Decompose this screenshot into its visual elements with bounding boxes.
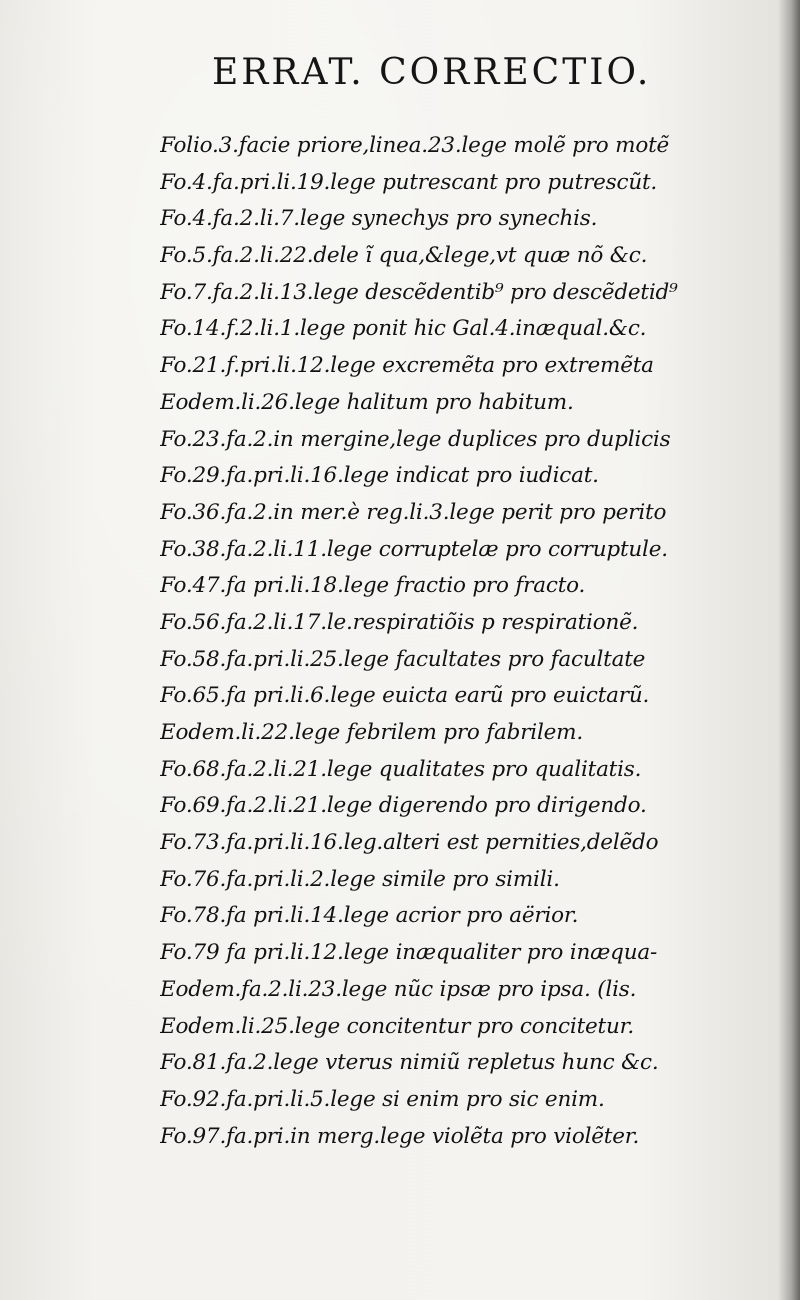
errata-entry: Fo.4.fa.2.li.7.lege synechys pro synechis. [160,206,598,232]
errata-entry: Eodem.li.25.lege concitentur pro concitetur. [160,1013,634,1039]
errata-entry: Fo.73.fa.pri.li.16.leg.alteri est pernities,delẽdo [160,830,659,856]
errata-entry: Fo.79 fa pri.li.12.lege inæqualiter pro inæqua- [160,940,658,966]
errata-entry: Fo.36.fa.2.in mer.è reg.li.3.lege perit pro perito [160,499,667,525]
errata-entry: Fo.65.fa pri.li.6.lege euicta earũ pro euictarũ. [160,683,650,709]
errata-entry: Eodem.li.26.lege halitum pro habitum. [160,389,574,415]
errata-entry: Fo.29.fa.pri.li.16.lege indicat pro iudicat. [160,463,599,489]
errata-entry: Eodem.li.22.lege febrilem pro fabrilem. [160,720,583,745]
errata-entry: Folio.3.facie priore,linea.23.lege molẽ pro motẽ [160,133,670,158]
errata-entry: Fo.76.fa.pri.li.2.lege simile pro simili. [160,866,560,892]
errata-entry: Eodem.fa.2.li.23.lege nũc ipsæ pro ipsa. (lis. [160,976,637,1002]
errata-entry: Fo.68.fa.2.li.21.lege qualitates pro qualitatis. [160,756,642,782]
errata-entry: Fo.92.fa.pri.li.5.lege si enim pro sic enim. [160,1086,605,1112]
errata-entry: Fo.56.fa.2.li.17.le.respiratiõis p respirationẽ. [160,609,639,635]
errata-entry: Fo.78.fa pri.li.14.lege acrior pro aërior. [160,903,579,929]
page-title: ERRAT. CORRECTIO. [212,52,652,93]
page-edge-shadow [778,0,800,1300]
errata-list [160,128,770,1155]
errata-entry: Fo.5.fa.2.li.22.dele ĩ qua,&lege,vt quæ nõ &c. [160,243,648,269]
errata-entry: Fo.69.fa.2.li.21.lege digerendo pro dirigendo. [160,793,647,819]
errata-entry: Fo.23.fa.2.in mergine,lege duplices pro duplicis [160,426,671,452]
errata-entry: Fo.97.fa.pri.in merg.lege violẽta pro violẽter. [160,1123,640,1149]
errata-entry: Fo.7.fa.2.li.13.lege descẽdentib⁹ pro descẽdetid⁹ [160,279,678,305]
errata-entry: Fo.4.fa.pri.li.19.lege putrescant pro putrescũt. [160,169,658,195]
errata-entry: Fo.81.fa.2.lege vterus nimiũ repletus hunc &c. [160,1050,659,1076]
errata-entry: Fo.21.f.pri.li.12.lege excremẽta pro extremẽta [160,353,654,379]
errata-entry: Fo.47.fa pri.li.18.lege fractio pro fracto. [160,573,586,599]
errata-entry: Fo.58.fa.pri.li.25.lege facultates pro facultate [160,646,646,672]
errata-entry: Fo.38.fa.2.li.11.lege corruptelæ pro corruptule. [160,536,668,562]
errata-entry: Fo.14.f.2.li.1.lege ponit hic Gal.4.inæqual.&c. [160,316,647,342]
